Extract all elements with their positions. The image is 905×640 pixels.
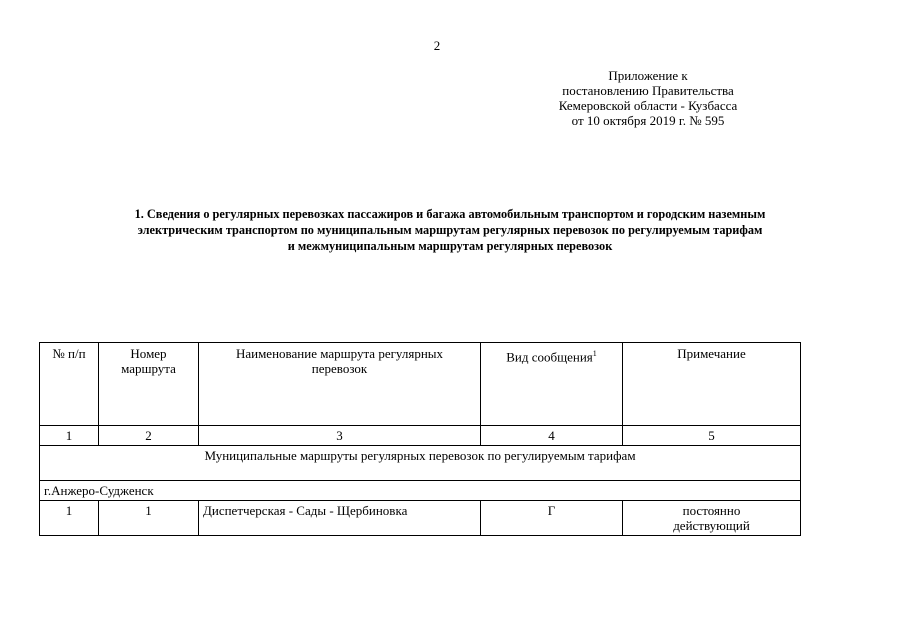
column-number: 1 xyxy=(40,426,99,446)
column-number: 4 xyxy=(481,426,623,446)
row-route-number: 1 xyxy=(99,501,199,536)
header-num xyxy=(40,343,99,426)
column-numbers-row xyxy=(40,426,801,446)
appendix-line: от 10 октября 2019 г. № 595 xyxy=(571,113,725,128)
footnote-marker: 1 xyxy=(592,349,597,358)
header-route-number xyxy=(99,343,199,426)
header-note xyxy=(623,343,801,426)
table-header-row xyxy=(40,343,801,426)
appendix-line: Приложение к xyxy=(608,68,688,83)
appendix-line: постановлению Правительства xyxy=(562,83,734,98)
row-connection-type: Г xyxy=(481,501,623,536)
city-name: г.Анжеро-Судженск xyxy=(40,481,801,501)
header-num-label: № п/п xyxy=(52,346,86,361)
column-number: 3 xyxy=(199,426,481,446)
appendix-line: Кемеровской области - Кузбасса xyxy=(558,98,738,113)
column-number: 2 xyxy=(99,426,199,446)
page-number: 2 xyxy=(433,38,441,53)
appendix-block xyxy=(530,68,766,128)
section-title xyxy=(40,206,860,254)
header-route-name-line1: Наименование маршрута регулярных xyxy=(235,346,444,361)
row-note-line2: действующий xyxy=(673,518,750,533)
row-route-name: Диспетчерская - Сады - Щербиновка xyxy=(199,501,481,536)
section-title-line: и межмуниципальным маршрутам регулярных перевозок xyxy=(287,239,613,253)
header-route-name-line2: перевозок xyxy=(311,361,368,376)
section-title-line: электрическим транспортом по муниципальным маршрутам регулярных перевозок по регулируемым тарифам xyxy=(137,223,763,237)
group-row xyxy=(40,446,801,481)
header-connection-type xyxy=(481,343,623,426)
group-title: Муниципальные маршруты регулярных перевозок по регулируемым тарифам xyxy=(40,446,801,481)
city-row xyxy=(40,481,801,501)
header-route-name xyxy=(199,343,481,426)
routes-table xyxy=(39,342,801,536)
header-note-label: Примечание xyxy=(677,346,746,361)
column-number: 5 xyxy=(623,426,801,446)
header-connection-type-label: Вид сообщения xyxy=(506,349,593,365)
section-title-line: 1. Сведения о регулярных перевозках пассажиров и багажа автомобильным транспортом и городским наземным xyxy=(134,207,766,221)
row-num: 1 xyxy=(40,501,99,536)
header-route-number-line2: маршрута xyxy=(121,361,176,376)
row-note-line1: постоянно xyxy=(682,503,741,518)
table-row xyxy=(40,501,801,536)
header-route-number-line1: Номер xyxy=(130,346,167,361)
row-note xyxy=(623,501,801,536)
